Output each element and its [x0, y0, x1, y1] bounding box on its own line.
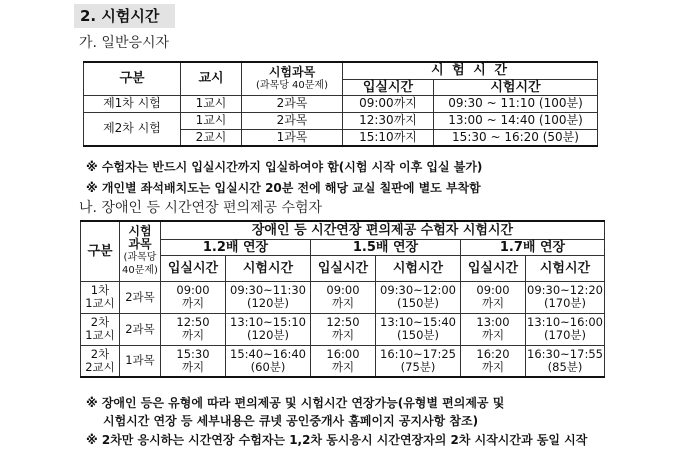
row-entry-17 [461, 345, 526, 377]
row-entry-15 [311, 345, 376, 377]
duration-value: (75분) [400, 359, 436, 374]
note: ※ 2차만 응시하는 시간연장 수험자는 1,2차 동시응시 시간연장자의 2차 시작시간과 동일 시작 [86, 433, 588, 447]
extended-time-table [80, 220, 605, 378]
test-time-value: 16:30~17:55 [527, 346, 603, 361]
duration-value: (120분) [246, 328, 290, 342]
header-entry-time: 입실시간 [311, 255, 376, 281]
row-category [81, 313, 120, 345]
section-title: 2. 시험시간 [74, 4, 175, 28]
note: ※ 개인별 좌석배치도는 입실시간 20분 전에 해당 교실 칠판에 별도 부착함 [86, 181, 481, 195]
row-cat-exam: 1차 [90, 283, 110, 297]
table-row [84, 95, 598, 112]
part-a-heading: 가. 일반응시자 [79, 35, 170, 51]
until-label: 까지 [331, 328, 355, 342]
row-subjects: 2과목 [242, 95, 343, 112]
table-row [81, 313, 605, 345]
test-time-value: 09:30~11:30 [230, 283, 306, 297]
header-test-time: 시험시간 [226, 255, 311, 281]
row-category [81, 281, 120, 313]
duration-value: (60분) [250, 359, 286, 374]
entry-time-value: 12:50 [326, 315, 360, 329]
header-title: 장애인 등 시간연장 편의제공 수험자 시험시간 [161, 221, 605, 239]
row-time: 09:30 ~ 11:10 (100분) [434, 95, 598, 112]
entry-time-value: 12:50 [176, 315, 210, 329]
entry-time-value: 13:00 [476, 315, 510, 329]
header-subjects-sub: (과목당 40문제) [255, 79, 328, 91]
row-entry-12 [161, 345, 226, 377]
duration-value: (150분) [396, 296, 440, 310]
test-time-value: 16:10~17:25 [380, 346, 456, 361]
duration-value: (170분) [543, 296, 587, 310]
header-entry-time: 입실시간 [161, 255, 226, 281]
row-entry-15 [311, 281, 376, 313]
row-time-12 [226, 281, 311, 313]
row-time-15 [376, 313, 461, 345]
header-ext12: 1.2배 연장 [161, 239, 311, 255]
entry-time-value: 09:00 [476, 283, 510, 297]
header-ext17: 1.7배 연장 [461, 239, 605, 255]
row-time: 13:00 ~ 14:40 (100분) [434, 112, 598, 129]
general-exam-table [83, 61, 598, 147]
duration-value: (85분) [547, 359, 583, 374]
test-time-value: 09:30~12:20 [527, 283, 603, 297]
row-time-15 [376, 345, 461, 377]
row-entry-15 [311, 313, 376, 345]
row-entry-17 [461, 313, 526, 345]
until-label: 까지 [181, 296, 205, 310]
until-label: 까지 [331, 359, 355, 374]
table-row [81, 345, 605, 377]
table-row [84, 112, 598, 129]
test-time-value: 15:40~16:40 [230, 346, 306, 361]
row-subjects: 2과목 [120, 313, 161, 345]
header-subjects-label: 시험과목 [268, 64, 316, 79]
row-cat-period: 1교시 [85, 328, 115, 342]
row-time-17 [526, 313, 605, 345]
part-b-heading: 나. 장애인 등 시간연장 편의제공 수험자 [79, 200, 323, 216]
header-category: 구분 [81, 221, 120, 281]
header-subjects-sub: (과목당 40문제) [122, 252, 158, 277]
table-row [81, 281, 605, 313]
until-label: 까지 [181, 359, 205, 374]
until-label: 까지 [181, 328, 205, 342]
until-label: 까지 [481, 359, 505, 374]
row-entry: 09:00까지 [343, 95, 434, 112]
row-entry: 12:30까지 [343, 112, 434, 129]
row-subjects: 2과목 [120, 281, 161, 313]
entry-time-value: 15:30 [176, 346, 210, 361]
header-subjects [120, 221, 161, 281]
header-ext15: 1.5배 연장 [311, 239, 461, 255]
row-period: 2교시 [181, 129, 242, 146]
header-period: 교시 [181, 62, 242, 95]
row-time-17 [526, 281, 605, 313]
entry-time-value: 09:00 [176, 283, 210, 297]
row-time-17 [526, 345, 605, 377]
row-cat-period: 2교시 [85, 359, 115, 374]
note: ※ 수험자는 반드시 입실시간까지 입실하여야 함(시험 시작 이후 입실 불가) [86, 160, 483, 174]
note-continued: 시험시간 연장 등 세부내용은 큐넷 공인중개사 홈페이지 공지사항 참조) [103, 414, 479, 428]
row-time-12 [226, 345, 311, 377]
header-test-time: 시험시간 [434, 79, 598, 95]
duration-value: (170분) [543, 328, 587, 342]
row-subjects: 1과목 [242, 129, 343, 146]
header-category: 구분 [84, 62, 181, 95]
row-subjects: 1과목 [120, 345, 161, 377]
row-time: 15:30 ~ 16:20 (50분) [434, 129, 598, 146]
until-label: 까지 [331, 296, 355, 310]
header-subjects [242, 62, 343, 95]
header-entry-time: 입실시간 [343, 79, 434, 95]
row-cat-exam: 2차 [90, 315, 110, 329]
row-cat-period: 1교시 [85, 296, 115, 310]
until-label: 까지 [481, 296, 505, 310]
entry-time-value: 16:00 [326, 346, 360, 361]
row-entry-12 [161, 281, 226, 313]
row-entry-17 [461, 281, 526, 313]
note: ※ 장애인 등은 유형에 따라 편의제공 및 시험시간 연장가능(유형별 편의제공 및 [86, 396, 505, 410]
row-entry-12 [161, 313, 226, 345]
row-entry: 15:10까지 [343, 129, 434, 146]
entry-time-value: 09:00 [326, 283, 360, 297]
row-subjects: 2과목 [242, 112, 343, 129]
test-time-value: 13:10~15:40 [380, 315, 456, 329]
duration-value: (120분) [246, 296, 290, 310]
row-time-12 [226, 313, 311, 345]
row-period: 1교시 [181, 95, 242, 112]
duration-value: (150분) [396, 328, 440, 342]
header-subjects-label: 시험과목 [128, 224, 152, 252]
entry-time-value: 16:20 [476, 346, 510, 361]
row-period: 1교시 [181, 112, 242, 129]
row-cat-exam: 2차 [90, 346, 110, 361]
header-entry-time: 입실시간 [461, 255, 526, 281]
test-time-value: 09:30~12:00 [380, 283, 456, 297]
test-time-value: 13:10~16:00 [527, 315, 603, 329]
row-time-15 [376, 281, 461, 313]
header-exam-time: 시 험 시 간 [343, 62, 598, 79]
header-test-time: 시험시간 [376, 255, 461, 281]
header-test-time: 시험시간 [526, 255, 605, 281]
test-time-value: 13:10~15:10 [230, 315, 306, 329]
row-category [81, 345, 120, 377]
row-category: 제1차 시험 [84, 95, 181, 112]
until-label: 까지 [481, 328, 505, 342]
row-category: 제2차 시험 [84, 112, 181, 146]
